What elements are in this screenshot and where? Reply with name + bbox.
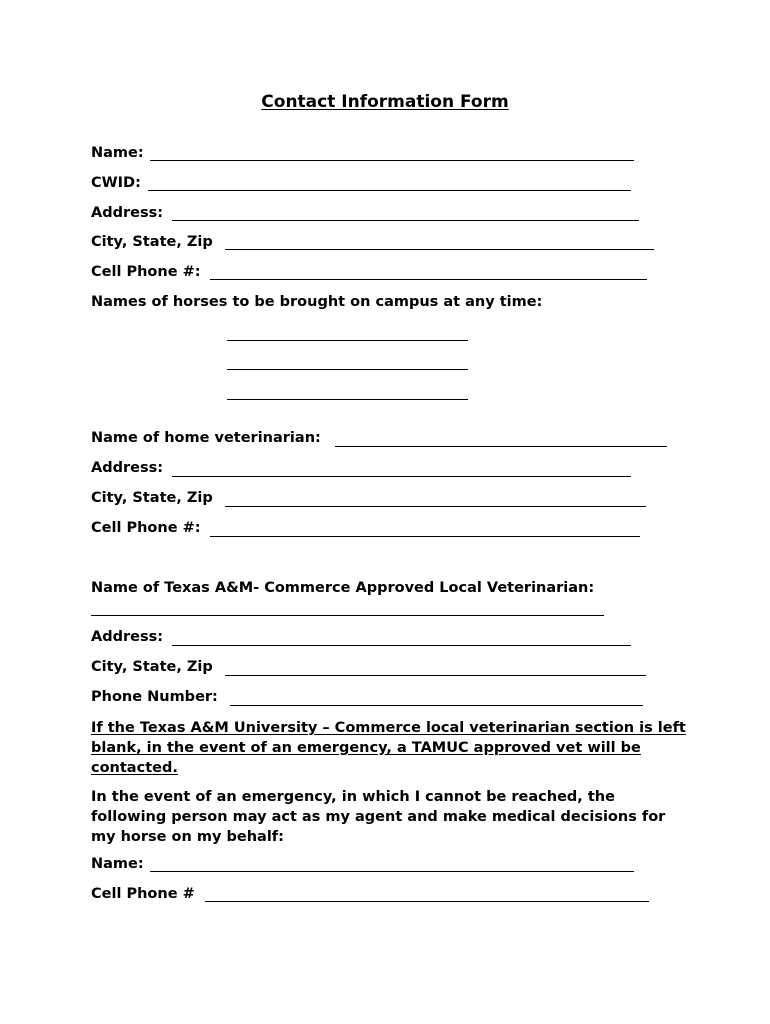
local-vet-city-field[interactable] (225, 675, 646, 676)
local-vet-phone-label: Phone Number: (91, 689, 218, 705)
agent-name-field[interactable] (150, 871, 634, 872)
address-label: Address: (91, 205, 164, 221)
agent-name-label: Name: (91, 856, 144, 872)
horses-label: Names of horses to be brought on campus at any time: (91, 294, 543, 310)
name-field[interactable] (150, 160, 634, 161)
horse-name-field-2[interactable] (227, 369, 468, 370)
horse-name-field-3[interactable] (227, 399, 468, 400)
home-vet-address-field[interactable] (172, 476, 631, 477)
local-vet-city-label: City, State, Zip (91, 659, 213, 675)
cwid-label: CWID: (91, 175, 141, 191)
home-vet-address-label: Address: (91, 460, 164, 476)
local-vet-phone-field[interactable] (230, 705, 643, 706)
address-field[interactable] (172, 220, 639, 221)
home-vet-cell-label: Cell Phone #: (91, 520, 201, 536)
cell-phone-field[interactable] (210, 279, 647, 280)
home-vet-city-field[interactable] (225, 506, 646, 507)
local-vet-field[interactable] (91, 615, 604, 616)
horse-name-field-1[interactable] (227, 340, 468, 341)
home-vet-city-label: City, State, Zip (91, 490, 213, 506)
home-vet-field[interactable] (335, 446, 667, 447)
home-vet-label: Name of home veterinarian: (91, 430, 321, 446)
local-vet-address-label: Address: (91, 629, 164, 645)
name-label: Name: (91, 145, 144, 161)
notice-text: If the Texas A&M University – Commerce local veterinarian section is left blank, in the event of an emergency, a TAMUC approved vet will be contacted. (91, 720, 686, 776)
local-vet-label: Name of Texas A&M- Commerce Approved Local Veterinarian: (91, 580, 595, 596)
agent-cell-field[interactable] (205, 901, 649, 902)
city-state-zip-label: City, State, Zip (91, 234, 213, 250)
local-vet-address-field[interactable] (172, 645, 631, 646)
home-vet-cell-field[interactable] (210, 536, 640, 537)
emergency-text: In the event of an emergency, in which I cannot be reached, the following person may act as my agent and make medical decisions for my horse on my behalf: (91, 789, 666, 845)
agent-cell-label: Cell Phone # (91, 886, 195, 902)
form-title: Contact Information Form (261, 92, 509, 112)
city-state-zip-field[interactable] (225, 249, 654, 250)
cwid-field[interactable] (148, 190, 631, 191)
cell-phone-label: Cell Phone #: (91, 264, 201, 280)
